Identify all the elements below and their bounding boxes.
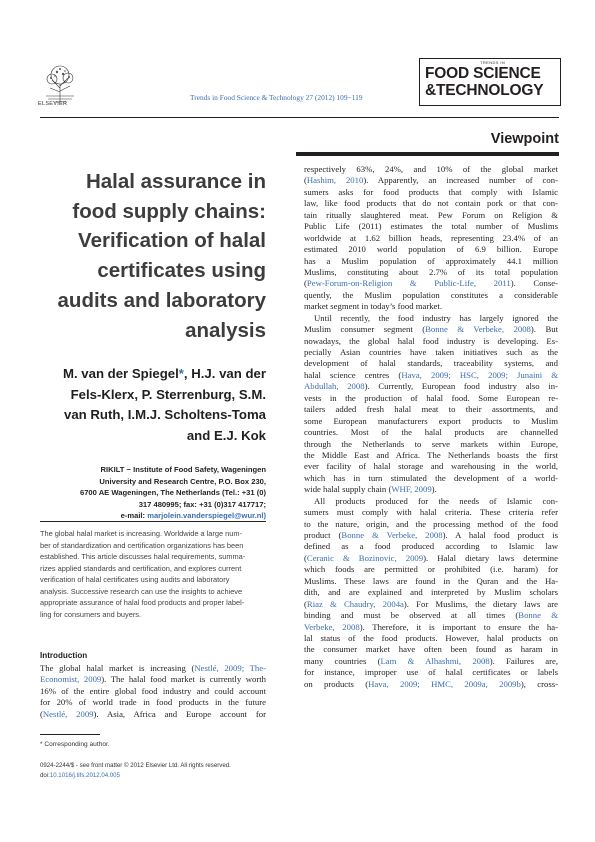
text-run: ). [431, 484, 437, 495]
text-line [304, 301, 558, 312]
text-run: to the nature, origin, and the processing method of the food [304, 518, 558, 529]
text-run: ). A halal food product is [442, 530, 558, 540]
author-line: and E.J. Kok [186, 427, 266, 443]
section-label: Viewpoint [490, 131, 559, 147]
citation-link[interactable]: WHF, 2009 [391, 484, 432, 495]
author-list [30, 364, 266, 446]
text-run: ( [40, 708, 43, 719]
text-line [40, 686, 266, 697]
text-line [304, 587, 558, 598]
affiliation-line: University and Research Centre, P.O. Box 230, [99, 476, 266, 486]
text-line [304, 622, 558, 633]
text-run: which has in turn stimulated the development of a world- [304, 472, 558, 483]
text-line [304, 324, 558, 335]
citation-link[interactable]: Bonne & Verbeke, 2008 [341, 530, 443, 540]
text-line [304, 164, 558, 175]
text-run: estimated 2010 world population of 6.9 billion. Europe [304, 244, 558, 255]
text-line [304, 667, 558, 678]
text-run: ( [304, 278, 307, 289]
text-run: binding and must be observed at all times ( [304, 610, 519, 621]
citation-link[interactable]: Abdullah, 2008 [304, 381, 365, 392]
title-line: Halal assurance in [85, 170, 266, 193]
text-run: ( [304, 552, 307, 563]
abstract-line: analysis. Successive research can use the insights to achieve [40, 586, 243, 596]
text-run: tain ritually slaughtered meat. Pew Forum on Religion & [304, 209, 558, 220]
text-line [304, 633, 558, 644]
journal-logo-prefix: TRENDS IN [480, 60, 506, 65]
text-line [304, 336, 558, 347]
citation-link[interactable]: Pew-Forum-on-Religion & Public-Life, 2011 [306, 278, 511, 289]
journal-citation[interactable]: Trends in Food Science & Technology 27 (2012) 109−119 [190, 93, 363, 102]
header-divider [40, 117, 559, 118]
email-line: e-mail: marjolein.vanderspiegel@wur.nl) [120, 511, 266, 521]
text-run: ). For Muslims, the dietary laws are [403, 598, 559, 609]
text-line [304, 576, 558, 587]
text-run: tailers added fresh halal meat to their assortments, and [304, 404, 558, 415]
text-run: ). Apparently, an increased number of con- [363, 175, 558, 186]
abstract-divider [40, 521, 266, 522]
text-run: the consumer market have often been found as haram in [304, 644, 558, 655]
publisher-name: ELSEVIER [38, 101, 68, 107]
text-run: law, like food products that do not contain pork or that con- [304, 198, 558, 209]
section-divider [296, 152, 559, 156]
doi-link[interactable]: 10.1016/j.tifs.2012.04.005 [49, 771, 120, 779]
text-run: wide halal supply chain ( [304, 484, 392, 495]
text-run: The global halal market is increasing ( [40, 663, 195, 673]
citation-link[interactable]: Lam & Alhashmi, 2008 [380, 655, 490, 666]
author-line: van Ruth, I.M.J. Scholtens-Toma [64, 407, 266, 422]
text-run: ). But [530, 324, 558, 335]
text-line [304, 187, 558, 198]
text-line [304, 290, 558, 301]
text-run: ). Failures are, [489, 655, 558, 666]
citation-link[interactable]: Bonne & [518, 610, 558, 621]
text-run: ). Conse- [510, 278, 558, 289]
text-line [304, 175, 558, 186]
email-link[interactable]: marjolein.vanderspiegel@wur.nl) [147, 511, 266, 521]
footnote: * Corresponding author. [40, 741, 110, 748]
abstract-line: ber of standardization and certification organizations has been [40, 540, 244, 550]
text-line [304, 644, 558, 655]
abstract-line: verification of halal certificates using audits and laboratory [40, 575, 230, 584]
title-line: certificates using [97, 259, 266, 283]
abstract-line: rizes applied standards and certification, and explores current [40, 563, 242, 573]
text-run: for instance, improper use of halal certificates or labels [304, 667, 558, 678]
text-run: Muslims. These laws are found in the Quran and the Ha- [304, 575, 558, 586]
text-line [304, 450, 558, 461]
elsevier-tree-logo [40, 62, 80, 104]
title-line: food supply chains: [72, 199, 266, 223]
text-run: ). Halal dietary laws determine [423, 552, 558, 563]
abstract-line: ling for consumers and buyers. [40, 609, 142, 619]
text-line [304, 347, 558, 358]
text-line [304, 541, 558, 552]
abstract-line: The global halal market is increasing. Worldwide a large num- [40, 529, 242, 538]
text-line [304, 461, 558, 472]
text-run: has a Muslim population of approximately 44.1 million [304, 255, 558, 266]
text-line [304, 198, 558, 209]
intro-heading: Introduction [40, 651, 88, 660]
text-run: Public Life (2011) estimates the total number of Muslims [304, 221, 558, 232]
text-run: ( [304, 175, 307, 186]
affiliation-line: RIKILT − Institute of Food Safety, Wageningen [100, 465, 266, 474]
text-line [304, 439, 558, 450]
text-run: ), cross- [520, 678, 558, 689]
text-line [304, 244, 558, 255]
text-run: ( [304, 598, 307, 609]
affiliation-line: 317 480995; fax: +31 (0)317 417717; [138, 499, 266, 509]
text-run: sumers asks for food products that comply with Islamic [304, 186, 558, 197]
text-run: which foods are permitted or prohibited (i.e. haram) for [304, 564, 558, 575]
text-run: market segment in today’s food market. [304, 301, 442, 312]
text-run: Muslims, constituting about 2.7% of its total population [304, 266, 558, 277]
copyright-block [40, 761, 231, 780]
text-run: respectively 63%, 24%, and 10% of the global market [304, 164, 558, 174]
text-run: product ( [304, 530, 342, 540]
text-line [304, 370, 558, 381]
text-line [304, 519, 558, 530]
text-run: Until recently, the food industry has largely ignored the [314, 312, 558, 323]
text-line [304, 416, 558, 427]
text-run: on products ( [304, 678, 369, 689]
author-line: Fels-Klerx, P. Sterrenburg, S.M. [70, 386, 266, 402]
text-run: ). Therefore, it is important to ensure the ha- [359, 621, 558, 632]
text-run: ). Currently, European food industry also in- [364, 381, 558, 392]
text-run: worldwide at 1.62 billion heads, representing 23.4% of an [304, 232, 558, 243]
title-line: Verification of halal [78, 229, 266, 253]
text-line [304, 233, 558, 244]
citation-link[interactable]: Hashim, 2010 [306, 175, 364, 186]
text-line [40, 709, 266, 720]
text-line [40, 674, 266, 685]
affiliation-line: 6700 AE Wageningen, The Netherlands (Tel.: +31 (0) [79, 488, 266, 498]
citation-link[interactable]: Ceranic & Bozinovic, 2009 [306, 552, 424, 563]
text-run: quently, the Muslim population constitutes a considerable [304, 289, 558, 300]
corresponding-author-link[interactable]: * [178, 366, 184, 381]
abstract-line: appropriate assurance of halal food products and proper label- [40, 598, 245, 607]
text-run: some European manufacturers export products to Muslim [304, 415, 558, 426]
text-run: ). Asia, Africa and Europe account for [93, 708, 266, 719]
text-run: Muslim consumer segment ( [304, 324, 426, 335]
text-line [304, 473, 558, 484]
text-run: countries. Most of the halal products are channelled [304, 427, 558, 438]
text-line [304, 404, 558, 415]
copyright-line: 0924-2244/$ - see front matter © 2012 Elsevier Ltd. All rights reserved. [40, 762, 231, 769]
title-line: analysis [185, 318, 266, 342]
title-line: audits and laboratory [57, 288, 266, 312]
body-column-right [304, 164, 558, 690]
citation-link[interactable]: Riaz & Chaudry, 2004a [306, 598, 404, 609]
citation-link[interactable]: Nestlé, 2009 [42, 708, 94, 719]
text-line [304, 393, 558, 404]
journal-logo-line1: FOOD SCIENCE [425, 65, 541, 82]
author-line: M. van der Spiegel*, H.J. van der [62, 366, 266, 381]
text-line [304, 210, 558, 221]
text-run: sumers must comply with halal criteria. These criteria refer [304, 507, 558, 518]
text-line [40, 697, 266, 708]
abstract-line: established. This article discusses halal requirements, summa- [40, 552, 246, 561]
text-line [304, 427, 558, 438]
text-line [304, 358, 558, 369]
text-run: development of halal standards, traceability systems, and [304, 358, 558, 369]
text-line [304, 381, 558, 392]
text-line [304, 507, 558, 518]
text-line [304, 313, 558, 324]
text-line [304, 679, 558, 690]
footnote-divider [40, 734, 100, 735]
text-line [304, 599, 558, 610]
text-line [304, 267, 558, 278]
text-run: defined as a food produced according to Islamic law [304, 541, 558, 552]
citation-link[interactable]: Hava, 2009; HSC, 2009; Junaini & [401, 369, 559, 380]
citation-link[interactable]: Economist, 2009 [40, 674, 102, 685]
affiliation [30, 464, 266, 522]
text-run: 16% of the entire global food industry and could account [40, 685, 266, 696]
citation-link[interactable]: Bonne & Verbeke, 2008 [425, 324, 531, 335]
text-line [304, 221, 558, 232]
text-line [304, 656, 558, 667]
text-run: halal science centres ( [304, 369, 402, 380]
text-run: the Middle East and Africa. The Netherlands boasts the first [304, 449, 558, 460]
text-line [304, 256, 558, 267]
article-title [30, 167, 266, 345]
citation-link[interactable]: Verbeke, 2008 [304, 621, 360, 632]
text-line [304, 553, 558, 564]
journal-logo-line2: &TECHNOLOGY [425, 82, 544, 99]
doi-line: doi:10.1016/j.tifs.2012.04.005 [40, 771, 120, 779]
text-run: All products produced for the needs of Islamic con- [314, 495, 558, 506]
text-run: through the Netherlands to serve markets within Europe, [304, 438, 558, 449]
text-run: ever facility of halal storage and warehousing in the world, [304, 461, 558, 472]
text-run: dith, and are explained and interpreted by Muslim scholars [304, 587, 558, 598]
abstract [40, 528, 266, 620]
text-line [304, 530, 558, 541]
text-run: pecially Asian countries have taken initiatives such as the [304, 347, 558, 357]
text-line [304, 564, 558, 575]
text-line [40, 663, 266, 674]
citation-link[interactable]: Hava, 2009; HMC, 2009a, 2009b [368, 678, 521, 689]
text-line [304, 278, 558, 289]
text-run: lal status of the food products. However, halal products on [304, 632, 558, 643]
text-run: for 20% of world trade in food products in the future [40, 697, 266, 708]
text-run: many countries ( [304, 655, 381, 666]
text-run: ). The halal food market is currently worth [101, 674, 266, 685]
text-line [304, 484, 558, 495]
intro-body [40, 663, 266, 720]
text-run: nowadays, the global halal food industry is developing. Es- [304, 335, 558, 346]
text-run: vests in the production of halal food. Some European re- [304, 392, 558, 403]
text-line [304, 610, 558, 621]
citation-link[interactable]: Nestlé, 2009; The- [194, 663, 266, 673]
text-line [304, 496, 558, 507]
